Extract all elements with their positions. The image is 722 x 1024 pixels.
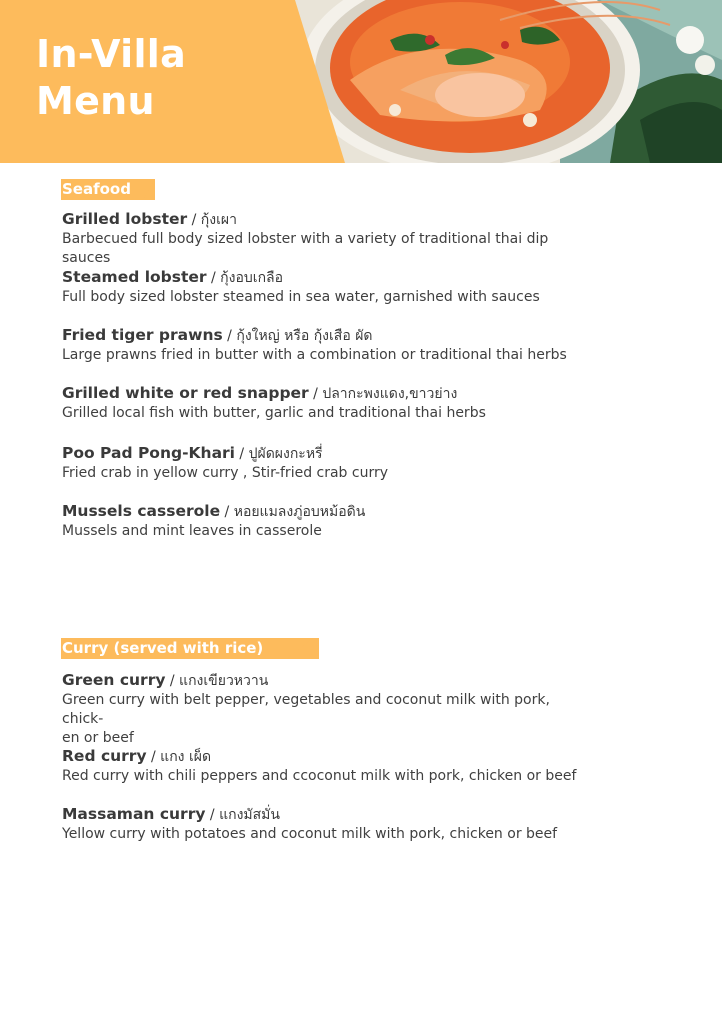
menu-item-description: Large prawns fried in butter with a combination or traditional thai herbs — [62, 347, 567, 363]
menu-item-description: Red curry with chili peppers and ccoconut milk with pork, chicken or beef — [62, 768, 577, 784]
menu-header — [0, 0, 722, 163]
menu-item-name: Poo Pad Pong-Khari — [62, 444, 235, 462]
menu-item-thai-name: / แกง เผ็ด — [146, 749, 212, 765]
menu-item-name: Grilled white or red snapper — [62, 384, 309, 402]
section-tag-label: Seafood — [62, 180, 131, 198]
menu-item-name: Steamed lobster — [62, 268, 207, 286]
menu-item-thai-name: / แกงเขียวหวาน — [165, 673, 269, 689]
page-title-line-2: Menu — [36, 79, 155, 123]
menu-item-name: Red curry — [62, 747, 147, 765]
menu-item — [62, 325, 582, 365]
menu-item-description: Fried crab in yellow curry , Stir-fried crab curry — [62, 465, 389, 481]
menu-item — [62, 670, 582, 748]
menu-item — [62, 804, 582, 844]
menu-item-description: Mussels and mint leaves in casserole — [62, 523, 322, 539]
menu-item-thai-name: / กุ้งอบเกลือ — [206, 270, 284, 286]
menu-item-description: Barbecued full body sized lobster with a variety of traditional thai dip sauces — [62, 231, 549, 266]
section-tag-label: Curry (served with rice) — [62, 639, 264, 657]
menu-item — [62, 267, 582, 307]
menu-item-thai-name: / ปูผัดผงกะหรี่ — [234, 446, 323, 462]
menu-item-description: Yellow curry with potatoes and coconut milk with pork, chicken or beef — [62, 826, 558, 842]
menu-item-name: Grilled lobster — [62, 210, 188, 228]
menu-item-thai-name: / กุ้งใหญ่ หรือ กุ้งเสือ ผัด — [222, 328, 373, 344]
menu-item-description: Grilled local fish with butter, garlic and traditional thai herbs — [62, 405, 486, 421]
menu-item — [62, 209, 582, 268]
menu-item-description: Full body sized lobster steamed in sea water, garnished with sauces — [62, 289, 540, 305]
menu-item — [62, 383, 582, 423]
menu-item-name: Massaman curry — [62, 805, 206, 823]
menu-item-description-line-2: en or beef — [62, 730, 134, 746]
page-title-line-1: In-Villa — [36, 32, 187, 76]
menu-item-name: Fried tiger prawns — [62, 326, 223, 344]
menu-item-description-line-1: Green curry with belt pepper, vegetables and coconut milk with pork, chick- — [62, 692, 550, 727]
menu-item-thai-name: / กุ้งเผา — [187, 212, 237, 228]
section-tag-curry — [62, 638, 263, 659]
menu-item-thai-name: / แกงมัสมั่น — [205, 807, 280, 823]
menu-item — [62, 746, 582, 786]
menu-item-thai-name: / ปลากะพงแดง,ขาวย่าง — [308, 386, 458, 402]
menu-item — [62, 443, 582, 483]
menu-item-thai-name: / หอยแมลงภู่อบหม้อดิน — [220, 504, 366, 520]
menu-item-name: Mussels casserole — [62, 502, 221, 520]
menu-item — [62, 501, 582, 541]
section-tag-seafood — [62, 179, 131, 200]
menu-item-name: Green curry — [62, 671, 166, 689]
page-title — [36, 31, 186, 125]
